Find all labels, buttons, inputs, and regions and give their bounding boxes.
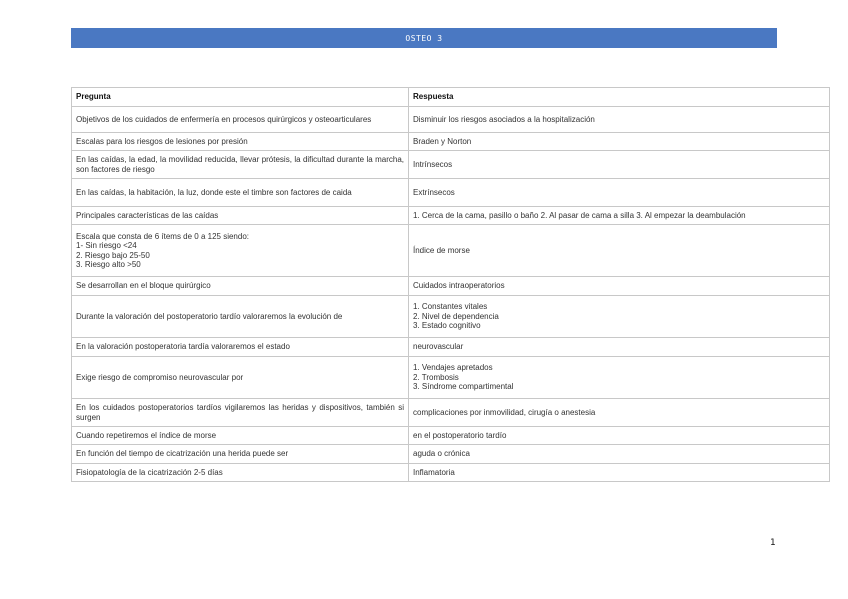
question-cell: En los cuidados postoperatorios tardíos vigilaremos las heridas y dispositivos, también si surgen bbox=[72, 399, 409, 427]
document-title: OSTEO 3 bbox=[405, 33, 443, 43]
question-cell: Escalas para los riesgos de lesiones por presión bbox=[72, 133, 409, 151]
table-row bbox=[72, 338, 830, 357]
question-cell: Fisiopatología de la cicatrización 2-5 días bbox=[72, 464, 409, 482]
question-cell: En la valoración postoperatoria tardía valoraremos el estado bbox=[72, 338, 409, 357]
question-cell: Cuando repetiremos el índice de morse bbox=[72, 427, 409, 445]
page-number: 1 bbox=[770, 538, 776, 548]
question-cell: En función del tiempo de cicatrización una herida puede ser bbox=[72, 445, 409, 464]
answer-cell: Índice de morse bbox=[409, 225, 830, 277]
question-cell: Durante la valoración del postoperatorio tardío valoraremos la evolución de bbox=[72, 296, 409, 338]
answer-cell: Cuidados intraoperatorios bbox=[409, 277, 830, 296]
answer-cell: aguda o crónica bbox=[409, 445, 830, 464]
table-row bbox=[72, 427, 830, 445]
question-cell: En las caídas, la habitación, la luz, donde este el timbre son factores de caida bbox=[72, 179, 409, 207]
column-header-answer: Respuesta bbox=[409, 88, 830, 107]
table-row bbox=[72, 464, 830, 482]
table-row bbox=[72, 399, 830, 427]
table-row bbox=[72, 296, 830, 338]
question-cell: Se desarrollan en el bloque quirúrgico bbox=[72, 277, 409, 296]
answer-cell: 1. Constantes vitales 2. Nivel de dependencia 3. Estado cognitivo bbox=[409, 296, 830, 338]
answer-cell: 1. Vendajes apretados 2. Trombosis 3. Síndrome compartimental bbox=[409, 357, 830, 399]
answer-cell: Disminuir los riesgos asociados a la hospitalización bbox=[409, 107, 830, 133]
question-cell: En las caídas, la edad, la movilidad reducida, llevar prótesis, la dificultad durante la marcha, son factores de riesgo bbox=[72, 151, 409, 179]
question-cell: Objetivos de los cuidados de enfermería en procesos quirúrgicos y osteoarticulares bbox=[72, 107, 409, 133]
column-header-question: Pregunta bbox=[72, 88, 409, 107]
answer-cell: Inflamatoria bbox=[409, 464, 830, 482]
table-row bbox=[72, 133, 830, 151]
table-row bbox=[72, 107, 830, 133]
document-header-bar bbox=[71, 28, 777, 48]
table-row bbox=[72, 277, 830, 296]
question-answer-table bbox=[71, 87, 830, 482]
question-cell: Escala que consta de 6 ítems de 0 a 125 siendo: 1- Sin riesgo <24 2. Riesgo bajo 25-50 3. Riesgo alto >50 bbox=[72, 225, 409, 277]
table-row bbox=[72, 445, 830, 464]
answer-cell: complicaciones por inmovilidad, cirugía o anestesia bbox=[409, 399, 830, 427]
answer-cell: Intrínsecos bbox=[409, 151, 830, 179]
table-row bbox=[72, 357, 830, 399]
answer-cell: 1. Cerca de la cama, pasillo o baño 2. Al pasar de cama a silla 3. Al empezar la deambulación bbox=[409, 207, 830, 225]
table-header-row bbox=[72, 88, 830, 107]
question-cell: Exige riesgo de compromiso neurovascular por bbox=[72, 357, 409, 399]
table-row bbox=[72, 207, 830, 225]
question-cell: Principales características de las caídas bbox=[72, 207, 409, 225]
table-row bbox=[72, 179, 830, 207]
table-row bbox=[72, 225, 830, 277]
answer-cell: Braden y Norton bbox=[409, 133, 830, 151]
answer-cell: neurovascular bbox=[409, 338, 830, 357]
answer-cell: en el postoperatorio tardío bbox=[409, 427, 830, 445]
answer-cell: Extrínsecos bbox=[409, 179, 830, 207]
table-row bbox=[72, 151, 830, 179]
